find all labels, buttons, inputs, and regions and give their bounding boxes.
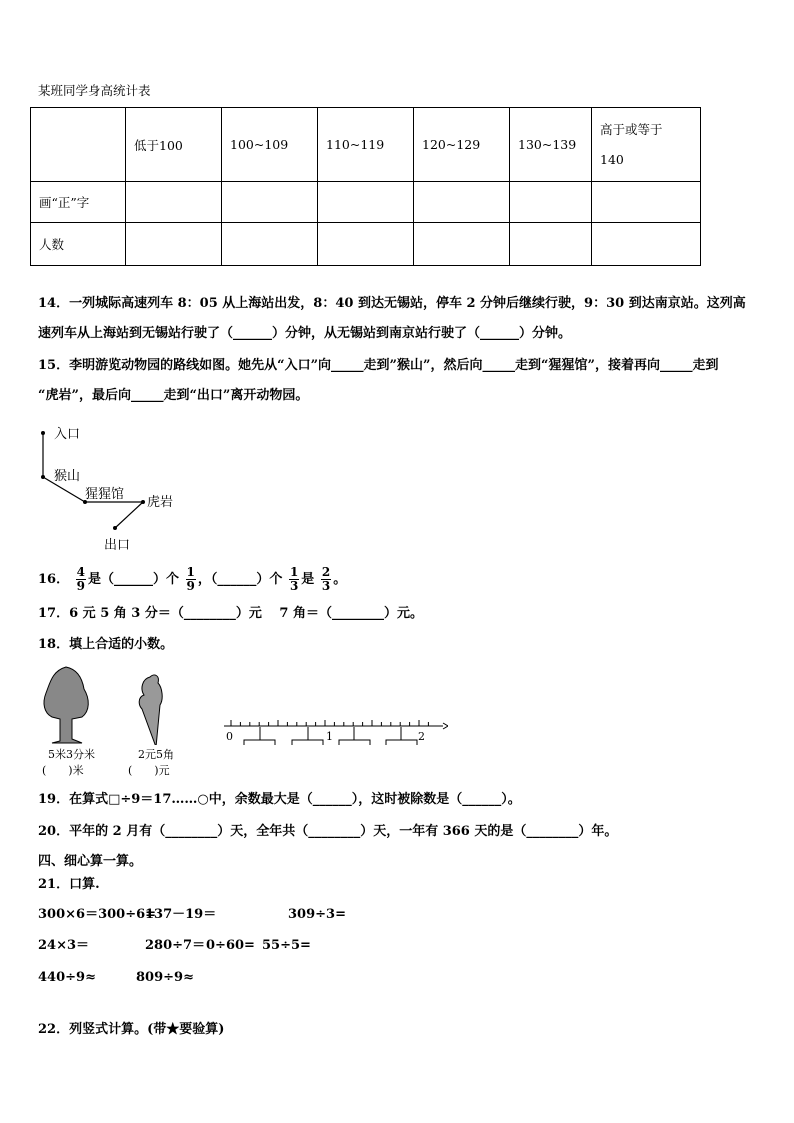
table-header-cell: 100~109 [222, 108, 318, 182]
map-entrance-label: 入口 [54, 427, 81, 442]
tree-blank: ( )米 [42, 764, 84, 777]
map-exit-label: 出口 [104, 538, 131, 553]
map-tiger-label: 虎岩 [147, 495, 174, 510]
q22: 22．列竖式计算。(带★要验算) [38, 1022, 225, 1037]
tree-icon [44, 667, 88, 743]
q20: 20．平年的 2 月有（________）天，全年共（________）天，一年有 366 天的是（________）年。 [38, 824, 618, 839]
section-4-heading: 四、细心算一算。 [38, 854, 143, 869]
height-stats-table [30, 107, 701, 266]
number-line [224, 723, 448, 729]
cone-label: 2元5角 [138, 748, 174, 761]
table-header-cell [592, 108, 701, 182]
table-header-cell: 130~139 [510, 108, 592, 182]
q14-line1: 14．一列城际高速列车 8：05 从上海站出发，8：40 到达无锡站，停车 2 分钟后继续行驶，9：30 到达南京站。这列高 [38, 296, 746, 311]
table-header-cell [31, 108, 126, 182]
tree-label: 5米3分米 [48, 748, 95, 761]
q15-line2: “虎岩”，最后向_____走到“出口”离开动物园。 [38, 388, 309, 403]
table-title: 某班同学身高统计表 [38, 83, 151, 98]
row-label: 人数 [31, 223, 126, 266]
map-monkey-label: 猴山 [54, 469, 81, 484]
q16: 16． $\frac{4}{9}$ 是（______）个 $\frac{1}{9}$ ，（______）个 $\frac{1}{3}$ 是 $\frac{2}{3}$ 。 [38, 565, 347, 593]
table-header-cell: 120~129 [414, 108, 510, 182]
map-gorilla-label: 猩猩馆 [85, 487, 125, 502]
table-row [31, 182, 701, 223]
q17: 17．6 元 5 角 3 分＝（________）元 7 角＝（________）元。 [38, 606, 423, 621]
table-header-cell: 110~119 [318, 108, 414, 182]
q21-title: 21．口算. [38, 877, 100, 892]
cone-blank: ( )元 [128, 764, 170, 777]
axis-label-0: 0 [226, 730, 233, 743]
row-label: 画“正”字 [31, 182, 126, 223]
axis-label-1: 1 [326, 730, 333, 743]
q18: 18．填上合适的小数。 [38, 637, 174, 652]
ice-cream-cone-icon [139, 675, 162, 745]
q19: 19．在算式□÷9＝17……○中，余数最大是（______），这时被除数是（______）。 [38, 792, 521, 807]
q18-figures [38, 665, 448, 745]
table-header-last: 高于或等于140 [600, 121, 663, 167]
q15-line1: 15．李明游览动物园的路线如图。她先从“入口”向_____走到”猴山”，然后向_____走到“猩猩馆”，接着再向_____走到 [38, 358, 719, 373]
table-row [31, 223, 701, 266]
q14-line2: 速列车从上海站到无锡站行驶了（______）分钟，从无锡站到南京站行驶了（______）分钟。 [38, 326, 572, 341]
table-header-cell: 低于100 [126, 108, 222, 182]
axis-label-2: 2 [418, 730, 425, 743]
